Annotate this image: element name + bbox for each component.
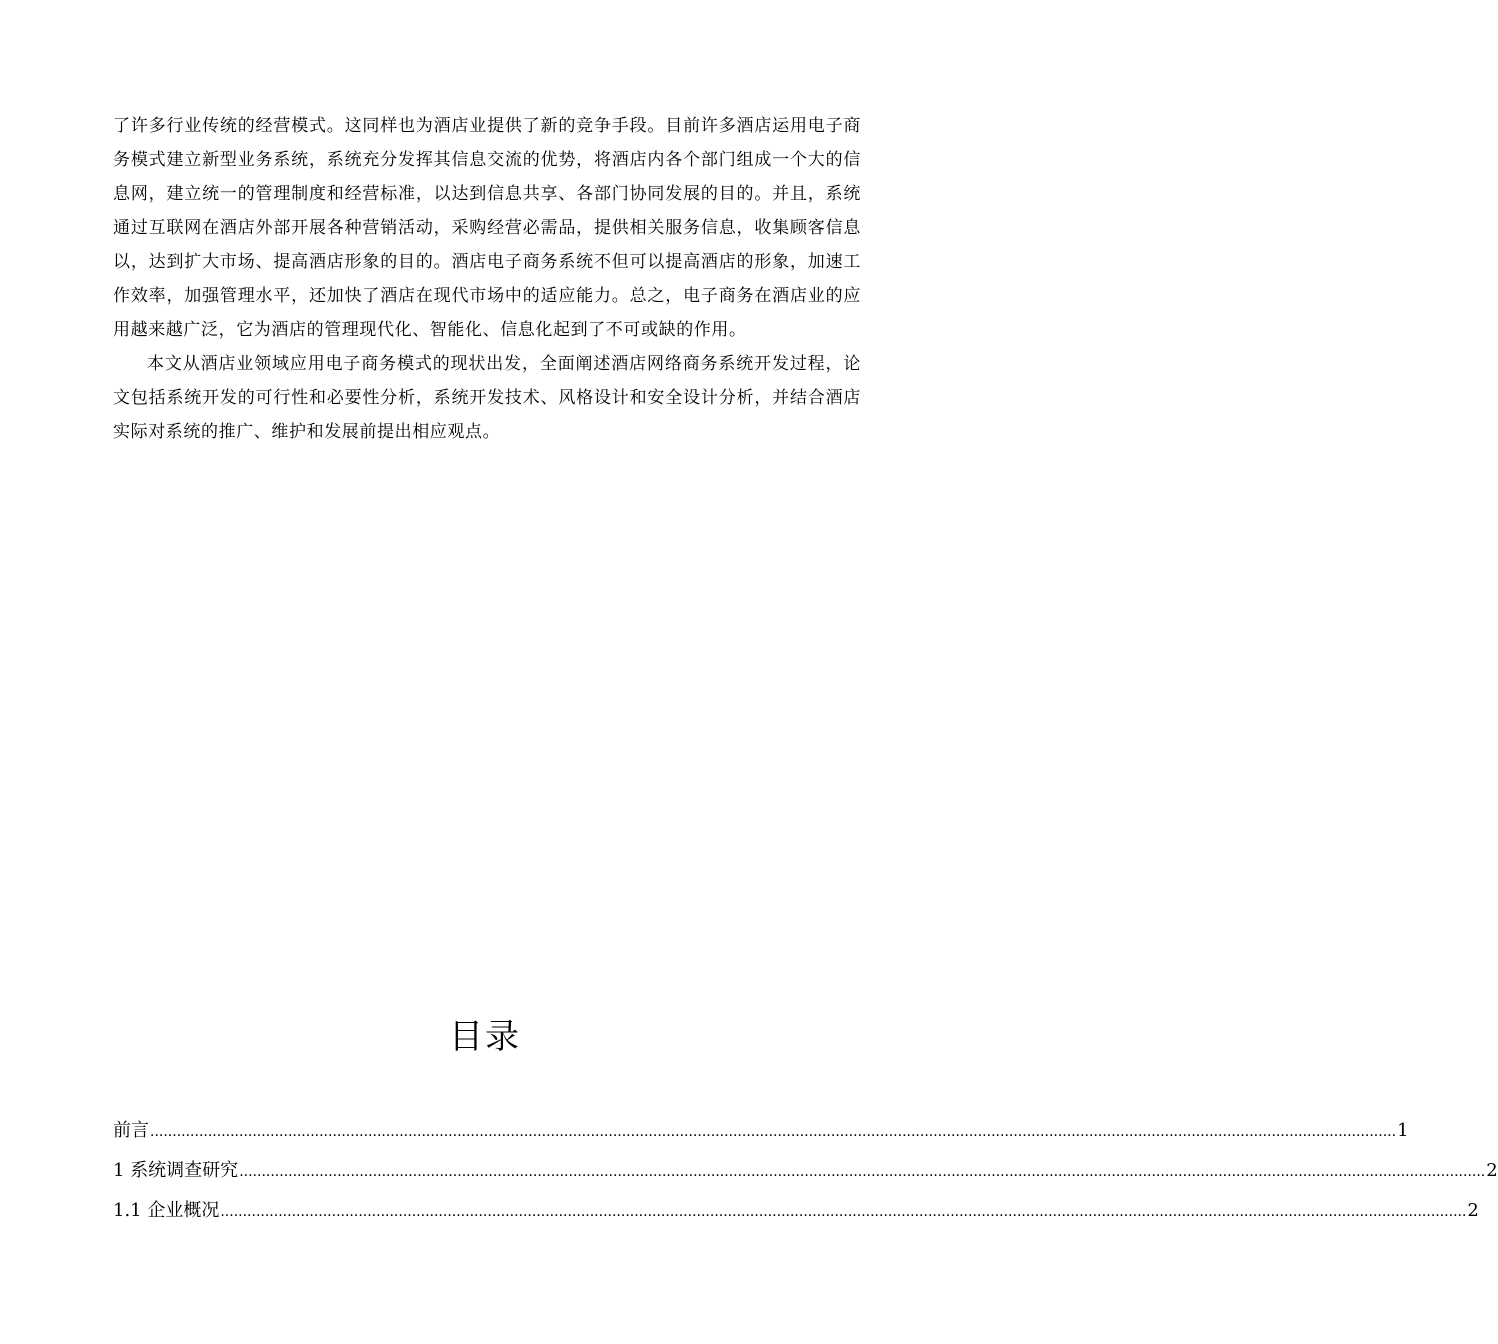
toc-entry-label: 1.1 企业概况	[113, 1200, 220, 1221]
toc-page-number: 2	[1486, 1160, 1498, 1181]
toc-entry-preface[interactable]	[113, 1112, 1409, 1152]
toc-entry-text: 系统调查研究	[130, 1160, 239, 1181]
toc-leader-dots: ........................................................................................................................................................................................................................................................................................	[220, 1204, 1467, 1220]
paragraph-abstract: 本文从酒店业领域应用电子商务模式的现状出发，全面阐述酒店网络商务系统开发过程，论文包括系统开发的可行性和必要性分析，系统开发技术、风格设计和安全设计分析，并结合酒店实际对系统的推广、维护和发展前提出相应观点。	[113, 354, 861, 442]
toc-leader-dots: ........................................................................................................................................................................................................................................................................................	[239, 1164, 1486, 1180]
toc-entry-system-survey[interactable]	[113, 1152, 1498, 1192]
body-text	[113, 109, 861, 449]
toc-entry-label: 前言	[113, 1120, 149, 1141]
toc-page-number: 2	[1467, 1200, 1479, 1221]
table-of-contents	[113, 1112, 1498, 1232]
toc-title: 目录	[449, 1017, 521, 1057]
toc-leader-dots: ........................................................................................................................................................................................................................................................................................	[150, 1124, 1397, 1140]
toc-page-number: 1	[1397, 1120, 1409, 1141]
toc-entry-label	[113, 1152, 238, 1190]
toc-entry-company-overview[interactable]	[113, 1192, 1479, 1232]
paragraph-continued: 了许多行业传统的经营模式。这同样也为酒店业提供了新的竞争手段。目前许多酒店运用电子商务模式建立新型业务系统，系统充分发挥其信息交流的优势，将酒店内各个部门组成一个大的信息网，建立统一的管理制度和经营标准，以达到信息共享、各部门协同发展的目的。并且，系统通过互联网在酒店外部开展各种营销活动，采购经营必需品，提供相关服务信息，收集顾客信息以，达到扩大市场、提高酒店形象的目的。酒店电子商务系统不但可以提高酒店的形象，加速工作效率，加强管理水平，还加快了酒店在现代市场中的适应能力。总之，电子商务在酒店业的应用越来越广泛，它为酒店的管理现代化、智能化、信息化起到了不可或缺的作用。	[113, 116, 861, 340]
toc-entry-number: 1	[113, 1160, 131, 1181]
